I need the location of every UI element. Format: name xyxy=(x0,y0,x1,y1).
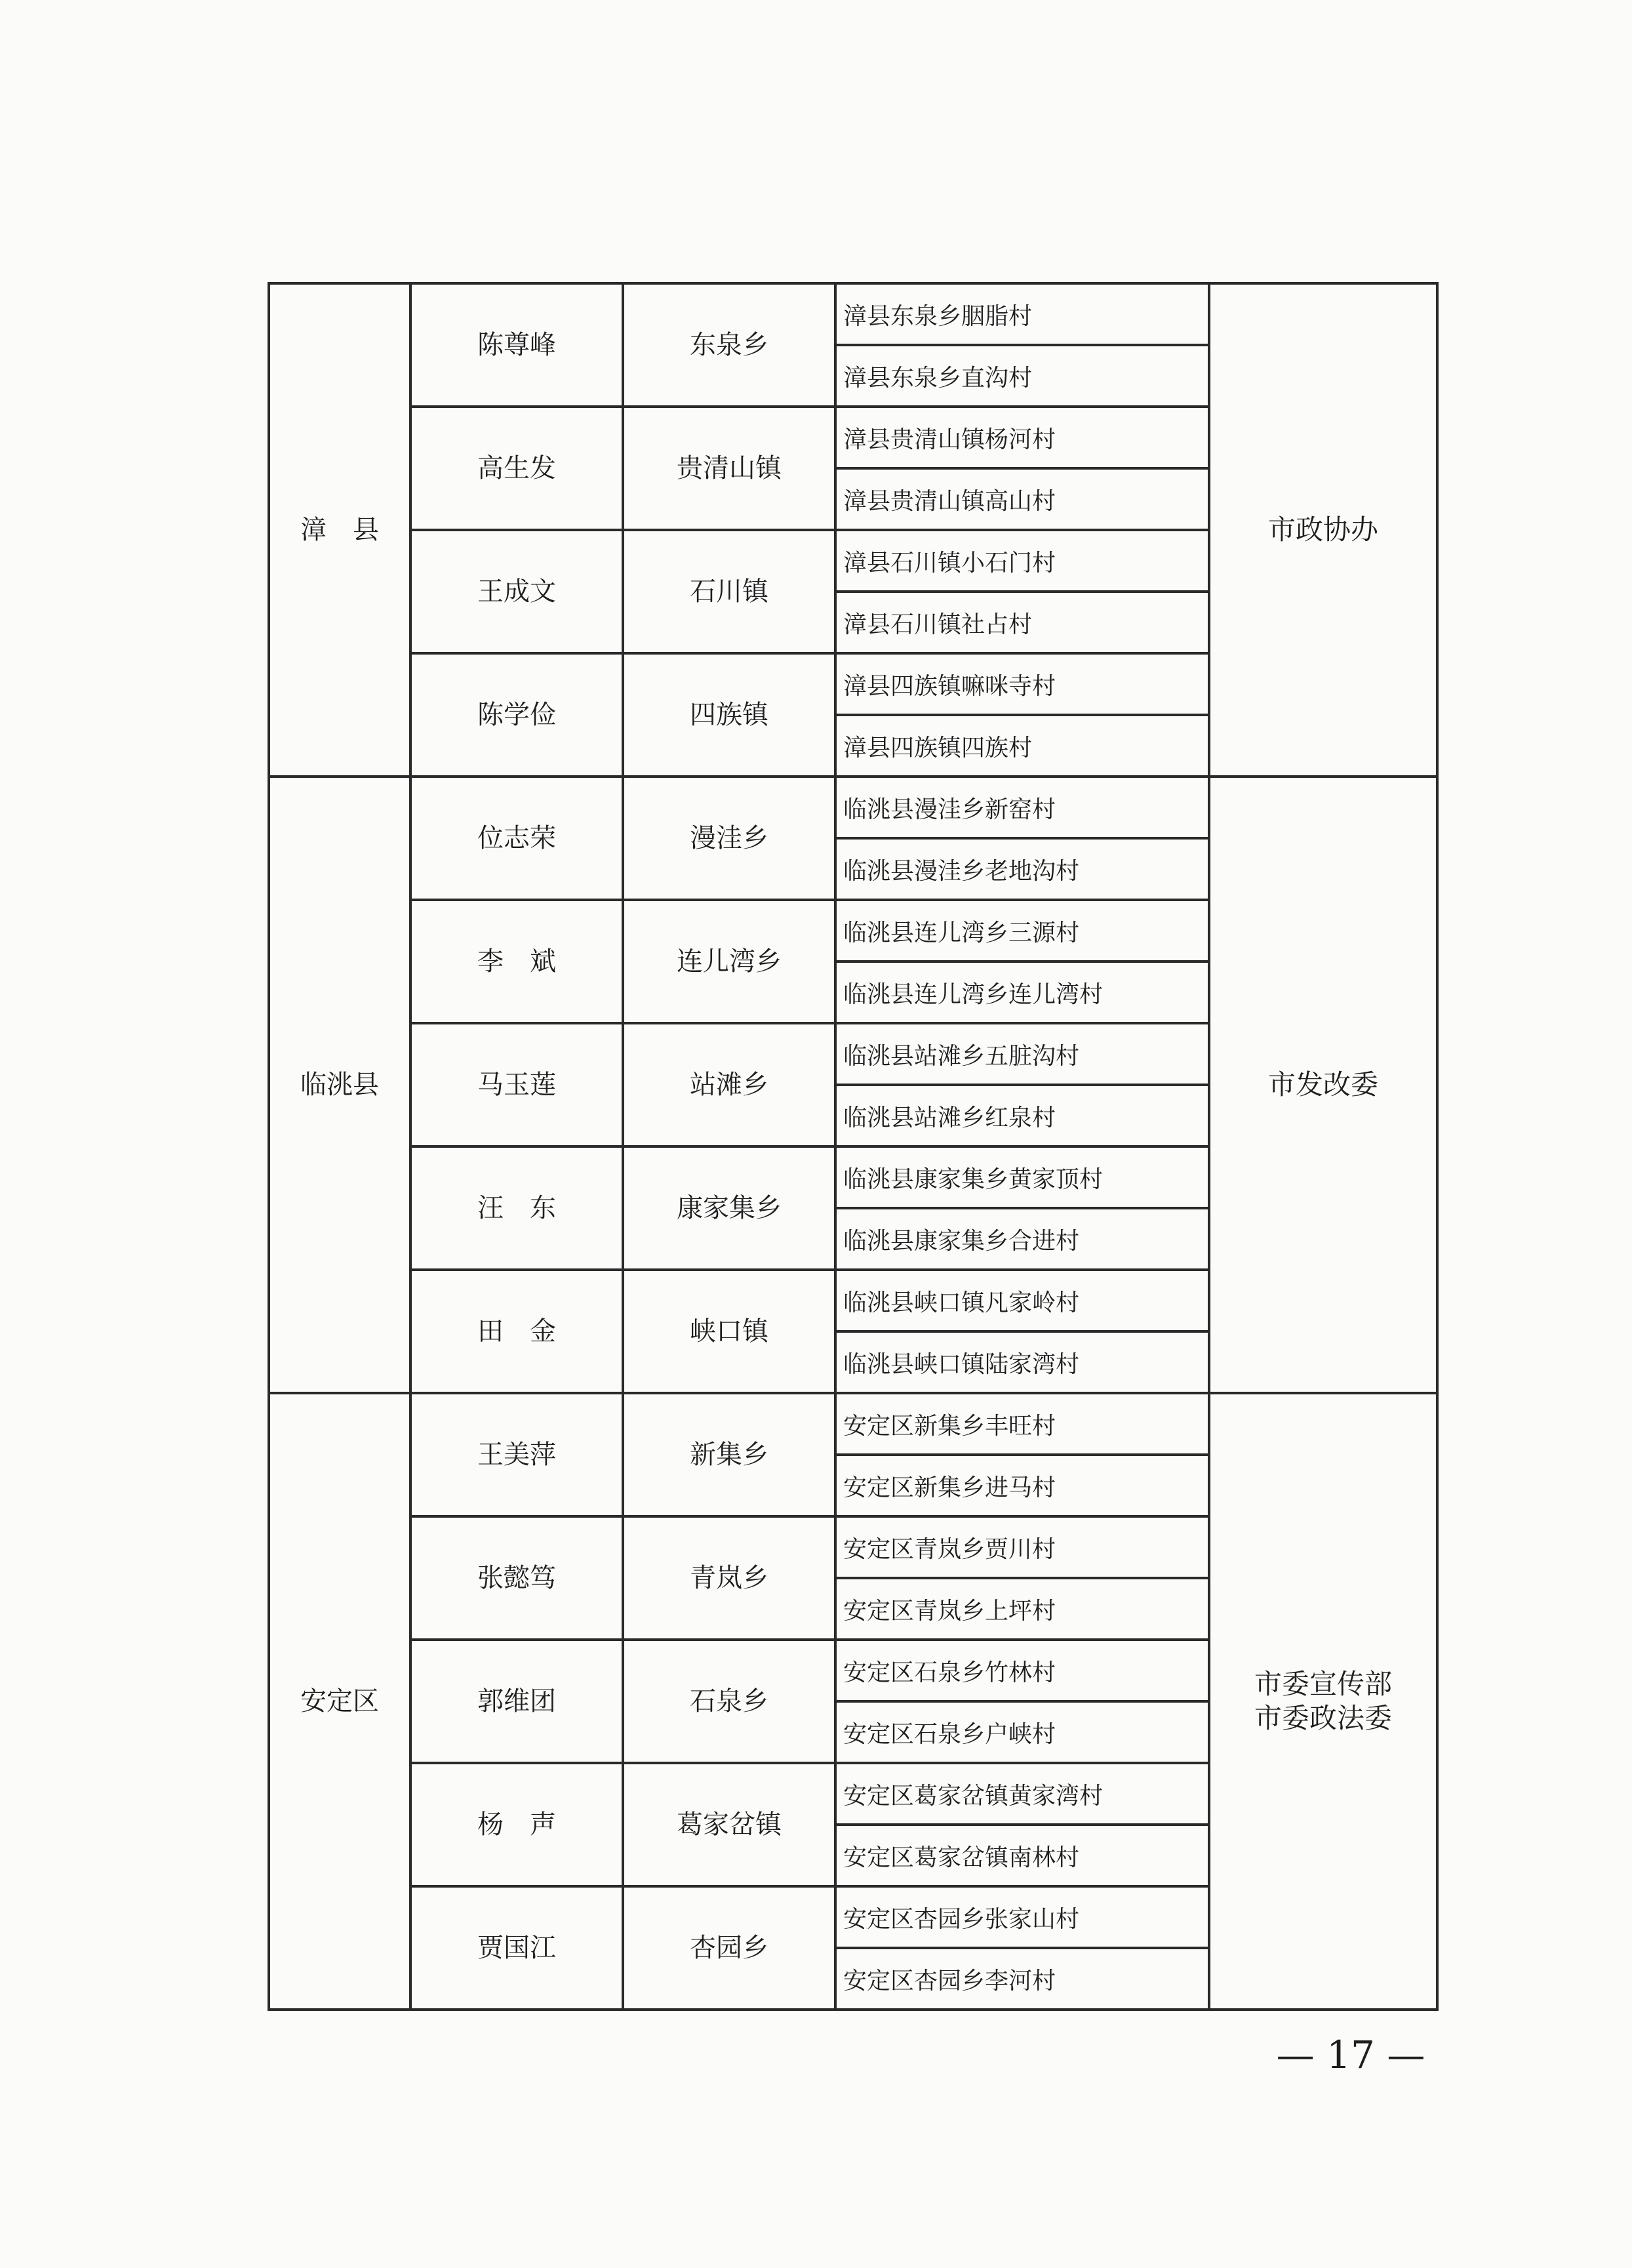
leader-name-cell: 王成文 xyxy=(410,530,623,653)
township-cell: 漫洼乡 xyxy=(623,777,835,900)
township-cell: 石泉乡 xyxy=(623,1640,835,1763)
leader-name-cell: 马玉莲 xyxy=(410,1023,623,1146)
leader-name-cell: 张懿笃 xyxy=(410,1516,623,1640)
village-cell: 临洮县站滩乡五脏沟村 xyxy=(835,1023,1209,1085)
table-row xyxy=(269,283,1437,345)
village-cell: 安定区石泉乡竹林村 xyxy=(835,1640,1209,1701)
department-cell xyxy=(1209,777,1437,1393)
leader-name-cell: 田 金 xyxy=(410,1270,623,1393)
table-body xyxy=(269,283,1437,2010)
village-cell: 漳县东泉乡胭脂村 xyxy=(835,283,1209,345)
department-line: 市委宣传部 xyxy=(1254,1667,1392,1700)
township-cell: 青岚乡 xyxy=(623,1516,835,1640)
village-cell: 临洮县连儿湾乡连儿湾村 xyxy=(835,962,1209,1023)
table-row xyxy=(269,777,1437,838)
village-cell: 安定区杏园乡李河村 xyxy=(835,1948,1209,2010)
township-cell: 贵清山镇 xyxy=(623,407,835,530)
township-cell: 康家集乡 xyxy=(623,1146,835,1270)
village-cell: 漳县四族镇四族村 xyxy=(835,715,1209,777)
township-cell: 连儿湾乡 xyxy=(623,900,835,1023)
village-cell: 临洮县康家集乡黄家顶村 xyxy=(835,1146,1209,1208)
department-line: 市发改委 xyxy=(1267,1068,1378,1101)
department-cell xyxy=(1209,1393,1437,2010)
assignment-table xyxy=(268,282,1439,2011)
county-cell: 漳 县 xyxy=(269,283,410,777)
village-cell: 漳县东泉乡直沟村 xyxy=(835,345,1209,407)
village-cell: 临洮县连儿湾乡三源村 xyxy=(835,900,1209,962)
township-cell: 杏园乡 xyxy=(623,1886,835,2010)
village-cell: 临洮县峡口镇凡家岭村 xyxy=(835,1270,1209,1331)
leader-name-cell: 李 斌 xyxy=(410,900,623,1023)
village-cell: 安定区葛家岔镇南林村 xyxy=(835,1825,1209,1886)
county-cell: 临洮县 xyxy=(269,777,410,1393)
village-cell: 临洮县峡口镇陆家湾村 xyxy=(835,1331,1209,1393)
leader-name-cell: 位志荣 xyxy=(410,777,623,900)
township-cell: 葛家岔镇 xyxy=(623,1763,835,1886)
village-cell: 临洮县漫洼乡新窑村 xyxy=(835,777,1209,838)
leader-name-cell: 陈尊峰 xyxy=(410,283,623,407)
county-cell: 安定区 xyxy=(269,1393,410,2010)
village-cell: 漳县石川镇社占村 xyxy=(835,592,1209,653)
village-cell: 漳县四族镇嘛咪寺村 xyxy=(835,653,1209,715)
village-cell: 临洮县康家集乡合进村 xyxy=(835,1208,1209,1270)
table-row xyxy=(269,1393,1437,1455)
village-cell: 安定区石泉乡户峡村 xyxy=(835,1701,1209,1763)
leader-name-cell: 杨 声 xyxy=(410,1763,623,1886)
department-cell xyxy=(1209,283,1437,777)
village-cell: 安定区杏园乡张家山村 xyxy=(835,1886,1209,1948)
village-cell: 临洮县漫洼乡老地沟村 xyxy=(835,838,1209,900)
leader-name-cell: 高生发 xyxy=(410,407,623,530)
township-cell: 新集乡 xyxy=(623,1393,835,1516)
department-line: 市委政法委 xyxy=(1254,1702,1392,1734)
village-cell: 安定区青岚乡贾川村 xyxy=(835,1516,1209,1578)
township-cell: 站滩乡 xyxy=(623,1023,835,1146)
village-cell: 漳县贵清山镇高山村 xyxy=(835,468,1209,530)
page-number: — 17 — xyxy=(1276,2033,1425,2077)
township-cell: 四族镇 xyxy=(623,653,835,777)
township-cell: 东泉乡 xyxy=(623,283,835,407)
leader-name-cell: 郭维团 xyxy=(410,1640,623,1763)
leader-name-cell: 贾国江 xyxy=(410,1886,623,2010)
village-cell: 漳县石川镇小石门村 xyxy=(835,530,1209,592)
village-cell: 安定区青岚乡上坪村 xyxy=(835,1578,1209,1640)
village-cell: 临洮县站滩乡红泉村 xyxy=(835,1085,1209,1146)
department-line: 市政协办 xyxy=(1267,513,1378,546)
township-cell: 石川镇 xyxy=(623,530,835,653)
leader-name-cell: 陈学俭 xyxy=(410,653,623,777)
leader-name-cell: 王美萍 xyxy=(410,1393,623,1516)
village-cell: 安定区新集乡丰旺村 xyxy=(835,1393,1209,1455)
leader-name-cell: 汪 东 xyxy=(410,1146,623,1270)
township-cell: 峡口镇 xyxy=(623,1270,835,1393)
village-cell: 漳县贵清山镇杨河村 xyxy=(835,407,1209,468)
village-cell: 安定区葛家岔镇黄家湾村 xyxy=(835,1763,1209,1825)
village-cell: 安定区新集乡进马村 xyxy=(835,1455,1209,1516)
